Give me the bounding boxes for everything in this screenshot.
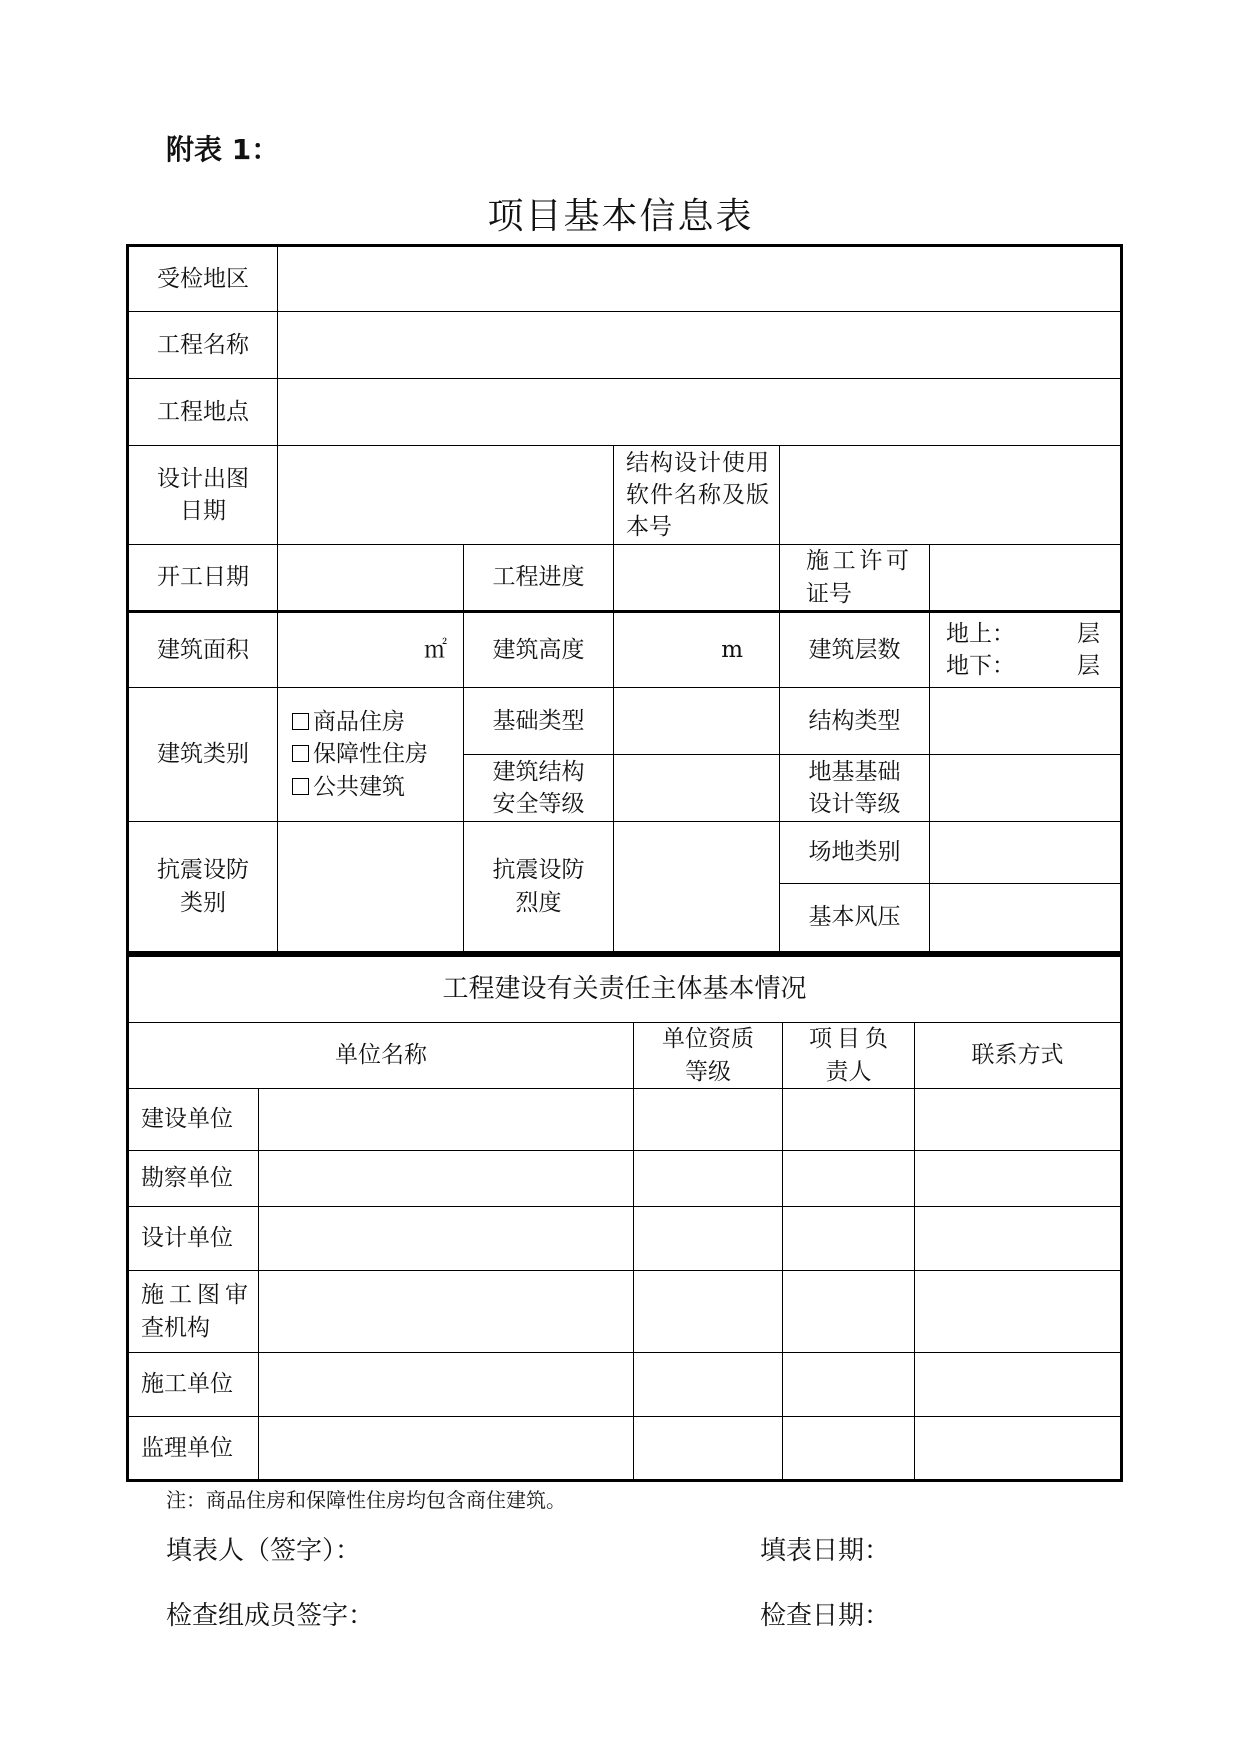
seismic-category-field[interactable]: [278, 822, 464, 953]
check-date-label: 检查日期：: [760, 1601, 891, 1631]
start-date-field[interactable]: [278, 545, 464, 612]
label-structure-type: 结构类型: [780, 688, 930, 755]
fill-date-label: 填表日期：: [760, 1536, 891, 1566]
option-label: 公共建筑: [313, 773, 405, 800]
contact-field[interactable]: [915, 1417, 1122, 1481]
area-field[interactable]: [278, 612, 464, 688]
qualification-field[interactable]: [634, 1417, 783, 1481]
floors-below: [942, 650, 1104, 682]
inspection-region-field[interactable]: [278, 246, 1122, 312]
option-label: 保障性住房: [313, 741, 428, 768]
header-unit-name: 单位名称: [128, 1023, 634, 1089]
qualification-field[interactable]: [634, 1151, 783, 1207]
footnote: 注：商品住房和保障性住房均包含商住建筑。: [166, 1488, 566, 1512]
unit-name-field[interactable]: [259, 1417, 634, 1481]
label-design-date: 设计出图日期: [128, 446, 278, 545]
area-unit: ㎡: [424, 636, 447, 663]
unit-name-field[interactable]: [259, 1353, 634, 1417]
unit-name-field[interactable]: [259, 1151, 634, 1207]
label-permit-text: 施工许可证号: [806, 548, 909, 607]
floors-above-label: 地上：: [946, 620, 1015, 647]
label-progress: 工程进度: [464, 545, 614, 612]
row-label-cell: [128, 1271, 259, 1353]
row-label: 设计单位: [128, 1207, 259, 1271]
height-unit: m: [721, 636, 743, 663]
manager-field[interactable]: [783, 1151, 915, 1207]
header-contact: 联系方式: [915, 1023, 1122, 1089]
wind-pressure-field[interactable]: [930, 884, 1122, 953]
option-commercial-housing[interactable]: [292, 706, 459, 738]
structure-type-field[interactable]: [930, 688, 1122, 755]
appendix-label: 附表 1：: [166, 133, 280, 166]
label-software-text: 结构设计使用软件名称及版本号: [626, 449, 769, 541]
floors-field[interactable]: [930, 612, 1122, 688]
qualification-field[interactable]: [634, 1271, 783, 1353]
option-label: 商品住房: [313, 709, 405, 736]
floors-above: [942, 618, 1104, 650]
label-foundation-design-grade: 地基基础设计等级: [780, 755, 930, 822]
design-date-field[interactable]: [278, 446, 614, 545]
label-start-date: 开工日期: [128, 545, 278, 612]
software-field[interactable]: [780, 446, 1122, 545]
project-info-table: [126, 244, 1123, 954]
project-location-field[interactable]: [278, 379, 1122, 446]
row-label: 施工单位: [128, 1353, 259, 1417]
qualification-field[interactable]: [634, 1207, 783, 1271]
checkbox-icon[interactable]: [292, 713, 309, 730]
checkbox-icon[interactable]: [292, 778, 309, 795]
seismic-intensity-field[interactable]: [614, 822, 780, 953]
section-title: 工程建设有关责任主体基本情况: [128, 956, 1122, 1023]
contact-field[interactable]: [915, 1207, 1122, 1271]
checkbox-icon[interactable]: [292, 745, 309, 762]
category-options: [278, 688, 464, 822]
label-foundation-type: 基础类型: [464, 688, 614, 755]
manager-field[interactable]: [783, 1417, 915, 1481]
manager-field[interactable]: [783, 1089, 915, 1151]
project-name-field[interactable]: [278, 312, 1122, 379]
label-safety-grade: 建筑结构安全等级: [464, 755, 614, 822]
label-software: [614, 446, 780, 545]
floors-above-unit: 层: [1077, 620, 1100, 647]
contact-field[interactable]: [915, 1089, 1122, 1151]
label-site-category: 场地类别: [780, 822, 930, 884]
label-wind-pressure: 基本风压: [780, 884, 930, 953]
permit-field[interactable]: [930, 545, 1122, 612]
row-label: 勘察单位: [128, 1151, 259, 1207]
foundation-type-field[interactable]: [614, 688, 780, 755]
qualification-field[interactable]: [634, 1089, 783, 1151]
contact-field[interactable]: [915, 1353, 1122, 1417]
floors-below-unit: 层: [1077, 653, 1100, 679]
foundation-design-grade-field[interactable]: [930, 755, 1122, 822]
progress-field[interactable]: [614, 545, 780, 612]
header-manager: [783, 1023, 915, 1089]
unit-name-field[interactable]: [259, 1089, 634, 1151]
header-manager-text: 项目负责人: [809, 1026, 888, 1085]
header-qualification: [634, 1023, 783, 1089]
row-label: 监理单位: [128, 1417, 259, 1481]
option-public-building[interactable]: [292, 771, 459, 803]
height-field[interactable]: [614, 612, 780, 688]
label-height: 建筑高度: [464, 612, 614, 688]
unit-name-field[interactable]: [259, 1271, 634, 1353]
parties-table: [126, 954, 1123, 1482]
floors-below-label: 地下：: [946, 653, 1015, 679]
label-area: 建筑面积: [128, 612, 278, 688]
label-permit: [780, 545, 930, 612]
safety-grade-field[interactable]: [614, 755, 780, 822]
contact-field[interactable]: [915, 1151, 1122, 1207]
manager-field[interactable]: [783, 1207, 915, 1271]
header-qualification-text: 单位资质等级: [662, 1026, 754, 1085]
label-category: 建筑类别: [128, 688, 278, 822]
unit-name-field[interactable]: [259, 1207, 634, 1271]
inspectors-signature-label: 检查组成员签字：: [166, 1601, 375, 1631]
label-inspection-region: 受检地区: [128, 246, 278, 312]
page-title: 项目基本信息表: [487, 196, 754, 237]
filler-signature-label: 填表人（签字）：: [166, 1536, 362, 1566]
manager-field[interactable]: [783, 1271, 915, 1353]
label-seismic-category: 抗震设防类别: [128, 822, 278, 953]
label-project-name: 工程名称: [128, 312, 278, 379]
contact-field[interactable]: [915, 1271, 1122, 1353]
site-category-field[interactable]: [930, 822, 1122, 884]
option-affordable-housing[interactable]: [292, 738, 459, 770]
label-project-location: 工程地点: [128, 379, 278, 446]
manager-field[interactable]: [783, 1353, 915, 1417]
row-label: 施工图审查机构: [141, 1282, 248, 1341]
qualification-field[interactable]: [634, 1353, 783, 1417]
label-seismic-intensity: 抗震设防烈度: [464, 822, 614, 953]
label-floors: 建筑层数: [780, 612, 930, 688]
row-label: 建设单位: [128, 1089, 259, 1151]
